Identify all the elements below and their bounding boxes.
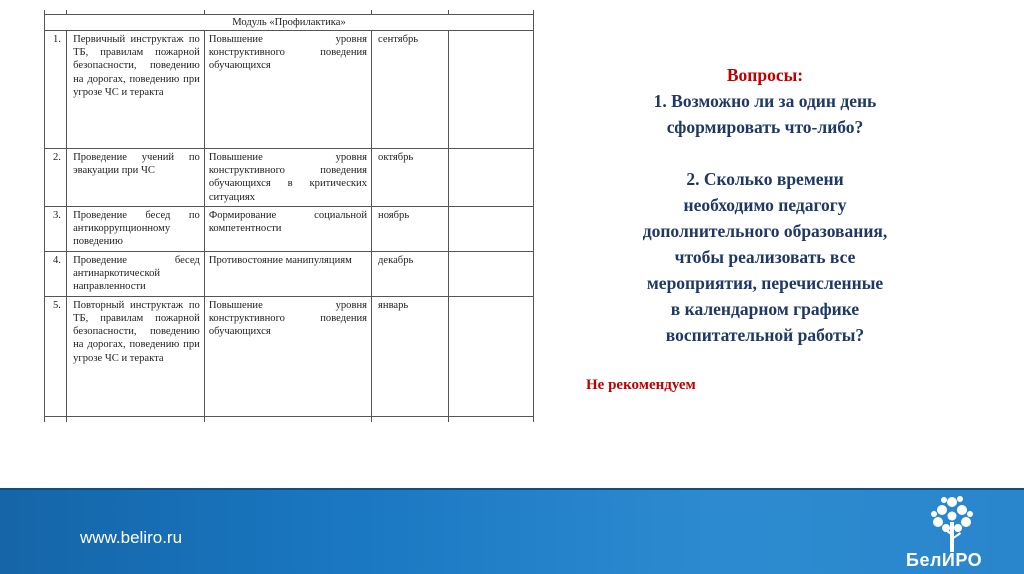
- logo-text: БелИРО: [906, 550, 983, 570]
- row-event: Проведение бесед по антикоррупционному поведению: [67, 207, 205, 252]
- row-event: Первичный инструктаж по ТБ, правилам пожарной безопасности, поведению на дорогах, поведению при угрозе ЧС и теракта: [67, 31, 205, 149]
- question-2-line-7: воспитательной работы?: [665, 325, 865, 345]
- question-2-line-6: в календарном графике: [670, 299, 860, 319]
- module-header-row: [45, 15, 534, 31]
- row-number: 2.: [45, 149, 67, 207]
- row-number: 4.: [45, 252, 67, 297]
- questions-block: [600, 62, 930, 348]
- row-month: декабрь: [372, 252, 449, 297]
- question-2-line-5: мероприятия, перечисленные: [646, 273, 884, 293]
- row-event: Повторный инструктаж по ТБ, правилам пожарной безопасности, поведению на дорогах, поведению при угрозе ЧС и теракта: [67, 296, 205, 416]
- row-empty-cell: [448, 207, 533, 252]
- row-number: 1.: [45, 31, 67, 149]
- row-empty-cell: [448, 252, 533, 297]
- row-empty-cell: [448, 31, 533, 149]
- plan-table: [44, 10, 534, 422]
- module-title: Модуль «Профилактика»: [45, 15, 534, 31]
- row-empty-cell: [448, 149, 533, 207]
- row-goal: Повышение уровня конструктивного поведения обучающихся: [204, 31, 371, 149]
- row-month: ноябрь: [372, 207, 449, 252]
- question-2-line-4: чтобы реализовать все: [674, 247, 856, 267]
- table-row: [45, 296, 534, 416]
- questions-title: Вопросы:: [726, 65, 804, 85]
- not-recommended-note: Не рекомендуем: [586, 377, 696, 393]
- row-month: сентябрь: [372, 31, 449, 149]
- footer-bar: [0, 488, 1024, 574]
- table-row: [45, 149, 534, 207]
- scanned-plan-table: [44, 10, 534, 422]
- website-link[interactable]: www.beliro.ru: [80, 528, 183, 547]
- row-empty-cell: [448, 296, 533, 416]
- table-row: [45, 252, 534, 297]
- beliro-logo: [900, 492, 1010, 572]
- row-event: Проведение бесед антинаркотической направленности: [67, 252, 205, 297]
- tree-icon: [900, 492, 1010, 552]
- question-2-line-2: необходимо педагогу: [683, 195, 847, 215]
- footer-divider: [0, 488, 1024, 490]
- row-goal: Противостояние манипуляциям: [204, 252, 371, 297]
- row-goal: Повышение уровня конструктивного поведения обучающихся в критических ситуациях: [204, 149, 371, 207]
- table-row: [45, 31, 534, 149]
- row-event: Проведение учений по эвакуации при ЧС: [67, 149, 205, 207]
- question-2-line-1: 2. Сколько времени: [686, 169, 844, 189]
- row-number: 5.: [45, 296, 67, 416]
- question-1-line-1: 1. Возможно ли за один день: [653, 91, 877, 111]
- row-goal: Повышение уровня конструктивного поведения обучающихся: [204, 296, 371, 416]
- question-1-line-2: сформировать что-либо?: [666, 117, 864, 137]
- question-2-line-3: дополнительного образования,: [642, 221, 888, 241]
- table-row-cut-off: [45, 416, 534, 422]
- question-spacer: [600, 140, 930, 166]
- row-month: октябрь: [372, 149, 449, 207]
- table-row: [45, 207, 534, 252]
- row-goal: Формирование социальной компетентности: [204, 207, 371, 252]
- row-number: 3.: [45, 207, 67, 252]
- row-month: январь: [372, 296, 449, 416]
